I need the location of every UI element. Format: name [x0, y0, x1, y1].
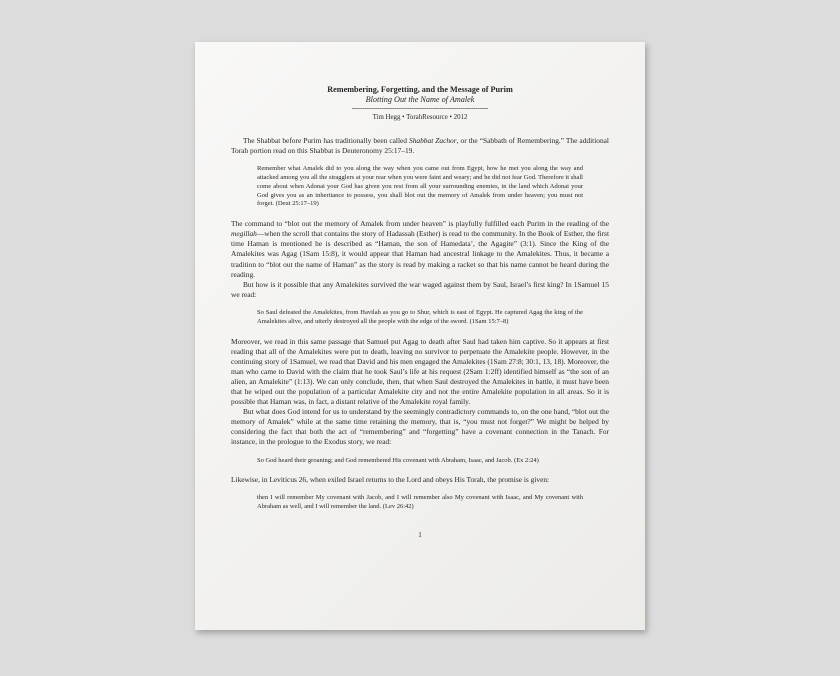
paragraph-2-text-b: —when the scroll that contains the story of Hadassah (Esther) is read to the community. In the Book of Esther, the first time Haman is mentioned he is described as “Haman, the son of Hamedata’, the Agagite” (3:1). Since the King of the Amalekites was Agag (1Sam 15:8), it would appear that Haman had ancestral linkage to the Amalekites. Thus, it became a tradition to “blot out the name of Haman” as the story is read by making a racket so that his name cannot be heard during the reading. — [231, 229, 609, 279]
paragraph-1-text-b: , or the “Sabbath of Remembering.” The additional Torah portion read on this Shabbat is Deuteronomy 25:17–19. — [231, 136, 609, 156]
separator-line: ---------------------------------------------------------------- — [351, 105, 489, 112]
paragraph-6: Likewise, in Leviticus 26, when exiled Israel returns to the Lord and obeys His Torah, the promise is given: — [231, 475, 550, 485]
paragraph-4: Moreover, we read in this same passage that Samuel put Agag to death after Saul had taken him captive. So it appears at first reading that all of the Amalekites were put to death, leaving no survivor to perpetuate the Amalekite people. However, in the continuing story of 1Samuel, we read that David and his men engaged the Amalekites (1Sam 27:8; 30:1, 13, 18). Moreover, the man who came to David with the claim that he took Saul’s life at his request (2Sam 1:2ff) identified himself as “the son of an alien, an Amalekite” (1:13). We can only conclude, then, that when Saul destroyed the Amalekites in battle, it must have been that he wiped out the population of a particular Amalekite city and not the entire Amalekite population in all areas. So it is possible that Haman was, in fact, a distant relative of the Amalekite royal family. — [231, 336, 609, 407]
byline: Tim Hegg • TorahResource • 2012 — [372, 114, 468, 121]
paragraph-1 — [231, 136, 609, 156]
document-page — [195, 42, 645, 630]
page-content — [231, 85, 609, 540]
page-number: 1 — [418, 531, 422, 540]
paragraph-1-emphasis: Shabbat Zachor — [409, 136, 457, 145]
block-quote-1samuel: So Saul defeated the Amalekites, from Havilah as you go to Shur, which is east of Egypt. He captured Agag the king of the Amalekites alive, and utterly destroyed all the people with the edge of the sword. (1Sam 15:7–8) — [257, 308, 583, 325]
paragraph-5: But what does God intend for us to understand by the seemingly contradictory commands to, on the one hand, “blot out the memory of Amalek” while at the same time retaining the memory, that is, “you must not forget?” We might be helped by considering the fact that both the act of “remembering” and “forgetting” have a covenant connection in the Tanach. For instance, in the prologue to the Exodus story, we read: — [231, 407, 609, 447]
block-quote-exodus: So God heard their groaning; and God remembered His covenant with Abraham, Isaac, and Jacob. (Ex 2:24) — [257, 456, 539, 464]
paragraph-2-text-a: The command to “blot out the memory of Amalek from under heaven” is playfully fulfilled each Purim in the reading of the — [231, 219, 609, 229]
block-quote-leviticus: then I will remember My covenant with Jacob, and I will remember also My covenant with Isaac, and My covenant with Abraham as well, and I will remember the land. (Lev 26:42) — [257, 494, 583, 511]
paragraph-3: But how is it possible that any Amalekites survived the war waged against them by Saul, Israel’s first king? In 1Samuel 15 we read: — [231, 279, 609, 299]
block-quote-deuteronomy: Remember what Amalek did to you along the way when you came out from Egypt, how he met you along the way and attacked among you all the stragglers at your rear when you were faint and weary; and he did not fear God. Therefore it shall come about when Adonai your God has given you rest from all your surrounding enemies, in the land which Adonai your God gives you as an inheritance to possess, you shall blot out the memory of Amalek from under heaven; you must not forget. (Deut 25:17–19) — [257, 165, 583, 208]
paragraph-2 — [231, 219, 609, 280]
paragraph-1-text-a: The Shabbat before Purim has traditionally been called — [243, 136, 410, 145]
document-title: Remembering, Forgetting, and the Message of Purim — [327, 85, 513, 94]
paragraph-2-emphasis: megillah — [231, 229, 257, 239]
document-subtitle: Blotting Out the Name of Amalek — [365, 95, 475, 104]
